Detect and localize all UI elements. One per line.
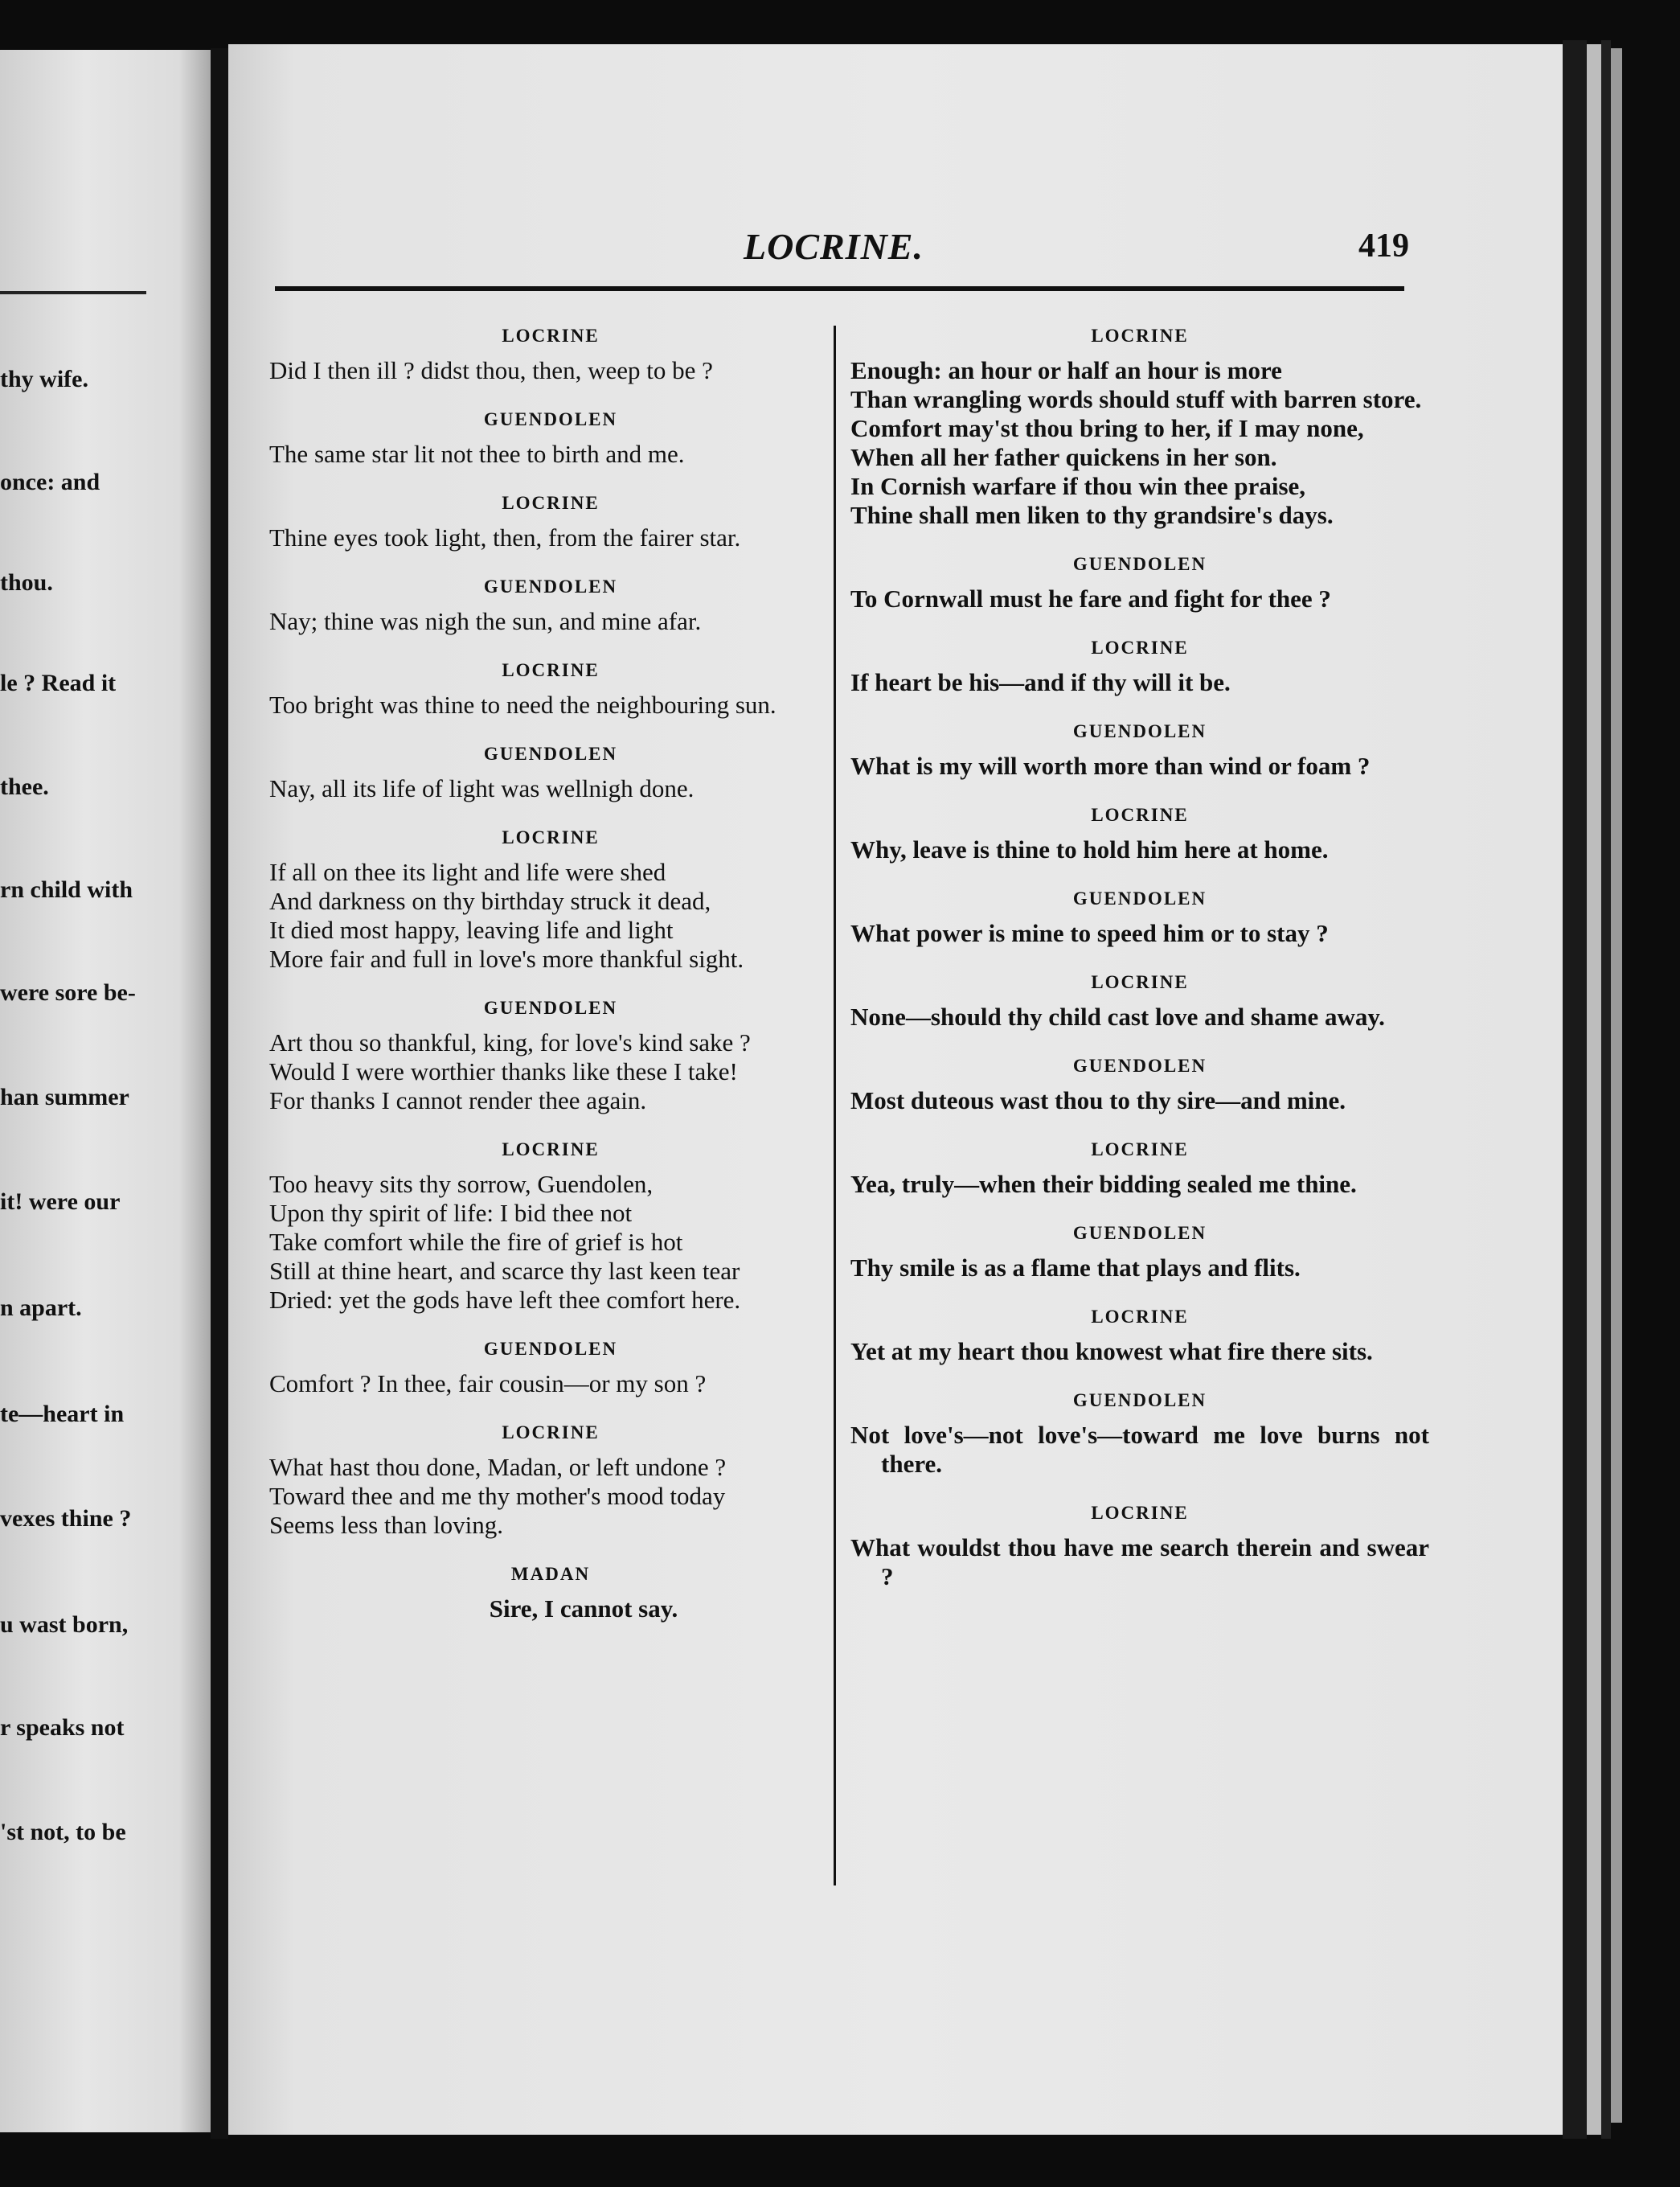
speaker-name: GUENDOLEN bbox=[1072, 1390, 1207, 1410]
block-spacer bbox=[269, 1623, 832, 1647]
facing-page-line: han summer bbox=[0, 1084, 129, 1110]
verse-line: Did I then ill ? didst thou, then, weep to be ? bbox=[269, 356, 713, 384]
speech-block bbox=[269, 326, 832, 409]
speech-block bbox=[850, 1503, 1429, 1615]
speaker-name: GUENDOLEN bbox=[1072, 554, 1207, 574]
verse-line: Most duteous wast thou to thy sire—and mine. bbox=[850, 1086, 1346, 1114]
block-spacer bbox=[850, 781, 1429, 805]
facing-page-line: 'st not, to be bbox=[0, 1819, 126, 1845]
verse-line: What is my will worth more than wind or foam ? bbox=[850, 752, 1371, 780]
speaker-name: LOCRINE bbox=[1091, 805, 1189, 825]
block-spacer bbox=[269, 636, 832, 660]
verse-line: If heart be his—and if thy will it be. bbox=[850, 668, 1231, 696]
block-spacer bbox=[269, 1115, 832, 1139]
block-spacer bbox=[850, 1366, 1429, 1390]
facing-page-line: it! were our bbox=[0, 1188, 121, 1215]
speaker-name: LOCRINE bbox=[502, 660, 600, 680]
block-spacer bbox=[269, 1398, 832, 1422]
block-spacer bbox=[850, 1591, 1429, 1615]
verse-line: Enough: an hour or half an hour is more bbox=[850, 356, 1282, 384]
block-spacer bbox=[269, 803, 832, 827]
speaker-name: GUENDOLEN bbox=[483, 744, 618, 764]
speech-block bbox=[269, 493, 832, 576]
block-spacer bbox=[850, 530, 1429, 554]
speaker-name: LOCRINE bbox=[1091, 1139, 1189, 1159]
speech-block bbox=[850, 721, 1429, 805]
verse-line: Than wrangling words should stuff with barren store. bbox=[850, 385, 1422, 413]
speech-block bbox=[850, 1056, 1429, 1139]
verse-line: Too bright was thine to need the neighbouring sun. bbox=[269, 691, 776, 719]
verse-line: Still at thine heart, and scarce thy last keen tear bbox=[269, 1257, 740, 1285]
verse-line: None—should thy child cast love and shame away. bbox=[850, 1003, 1385, 1031]
page-number: 419 bbox=[1358, 228, 1409, 265]
verse-line: Upon thy spirit of life: I bid thee not bbox=[269, 1199, 633, 1227]
facing-page-line: n apart. bbox=[0, 1295, 82, 1321]
speech-block bbox=[850, 554, 1429, 638]
speaker-name: LOCRINE bbox=[1091, 326, 1189, 346]
verse-line: Toward thee and me thy mother's mood today bbox=[269, 1482, 726, 1510]
speaker-name: LOCRINE bbox=[1091, 972, 1189, 992]
verse-line: Art thou so thankful, king, for love's kind sake ? bbox=[269, 1028, 751, 1057]
speaker-name: GUENDOLEN bbox=[483, 1339, 618, 1359]
speech-block bbox=[269, 744, 832, 827]
block-spacer bbox=[269, 720, 832, 744]
verse-line: Nay; thine was nigh the sun, and mine afar. bbox=[269, 607, 702, 635]
verse-line: Nay, all its life of light was wellnigh done. bbox=[269, 774, 695, 802]
verse-line: If all on thee its light and life were shed bbox=[269, 858, 666, 886]
speaker-name: GUENDOLEN bbox=[1072, 888, 1207, 909]
speaker-name: LOCRINE bbox=[502, 1422, 600, 1442]
verse-line: In Cornish warfare if thou win thee praise, bbox=[850, 472, 1306, 500]
speaker-name: LOCRINE bbox=[502, 827, 600, 847]
block-spacer bbox=[269, 1540, 832, 1564]
block-spacer bbox=[850, 864, 1429, 888]
facing-page-line: thou. bbox=[0, 569, 53, 596]
verse-line: Thine shall men liken to thy grandsire's days. bbox=[850, 501, 1334, 529]
verse-line: For thanks I cannot render thee again. bbox=[269, 1086, 647, 1114]
verse-line: Thine eyes took light, then, from the fairer star. bbox=[269, 523, 741, 552]
book-gutter bbox=[211, 48, 228, 2139]
speaker-name: GUENDOLEN bbox=[483, 409, 618, 429]
speech-block bbox=[269, 827, 832, 998]
block-spacer bbox=[850, 948, 1429, 972]
block-spacer bbox=[269, 552, 832, 576]
speech-block bbox=[850, 972, 1429, 1056]
block-spacer bbox=[850, 613, 1429, 638]
verse-line: What wouldst thou have me search therein and swear ? bbox=[850, 1533, 1429, 1590]
facing-page-line: were sore be- bbox=[0, 979, 136, 1006]
left-column bbox=[269, 326, 832, 1647]
speaker-name: GUENDOLEN bbox=[1072, 721, 1207, 741]
verse-line: Yea, truly—when their bidding sealed me thine. bbox=[850, 1170, 1357, 1198]
speech-block bbox=[850, 1139, 1429, 1223]
facing-page-line: r speaks not bbox=[0, 1714, 125, 1741]
page-edge bbox=[1563, 40, 1587, 2139]
speaker-name: LOCRINE bbox=[1091, 1307, 1189, 1327]
speech-block bbox=[269, 1422, 832, 1564]
block-spacer bbox=[850, 1115, 1429, 1139]
speech-block bbox=[269, 660, 832, 744]
verse-line: What hast thou done, Madan, or left undone ? bbox=[269, 1453, 727, 1481]
page-edge bbox=[1587, 44, 1601, 2135]
facing-page-line: thy wife. bbox=[0, 366, 88, 392]
speech-block bbox=[850, 1390, 1429, 1503]
block-spacer bbox=[850, 1479, 1429, 1503]
speech-block bbox=[269, 1139, 832, 1339]
block-spacer bbox=[269, 974, 832, 998]
speaker-name: LOCRINE bbox=[502, 326, 600, 346]
verse-line: Yet at my heart thou knowest what fire there sits. bbox=[850, 1337, 1373, 1365]
verse-line: Comfort may'st thou bring to her, if I may none, bbox=[850, 414, 1364, 442]
speech-block bbox=[850, 805, 1429, 888]
block-spacer bbox=[269, 1315, 832, 1339]
speaker-name: GUENDOLEN bbox=[1072, 1056, 1207, 1076]
verse-line: Take comfort while the fire of grief is hot bbox=[269, 1228, 683, 1256]
speech-block bbox=[269, 1564, 832, 1647]
block-spacer bbox=[850, 1199, 1429, 1223]
speech-block bbox=[850, 1307, 1429, 1390]
verse-line: Not love's—not love's—toward me love burns not there. bbox=[850, 1421, 1429, 1478]
facing-page-line: te—heart in bbox=[0, 1401, 125, 1427]
facing-page-line: once: and bbox=[0, 469, 100, 495]
verse-line: Would I were worthier thanks like these I take! bbox=[269, 1057, 738, 1085]
verse-line: More fair and full in love's more thankful sight. bbox=[269, 945, 744, 973]
speech-block bbox=[850, 1223, 1429, 1307]
speech-block bbox=[269, 409, 832, 493]
block-spacer bbox=[850, 697, 1429, 721]
verse-line: Too heavy sits thy sorrow, Guendolen, bbox=[269, 1170, 654, 1198]
speaker-name: LOCRINE bbox=[502, 1139, 600, 1159]
facing-page-rule bbox=[0, 291, 146, 294]
verse-line: What power is mine to speed him or to stay ? bbox=[850, 919, 1329, 947]
facing-page-line: u wast born, bbox=[0, 1611, 129, 1638]
verse-line: To Cornwall must he fare and fight for thee ? bbox=[850, 585, 1331, 613]
speech-block bbox=[269, 576, 832, 660]
facing-page-line: rn child with bbox=[0, 876, 133, 903]
verse-line: Dried: yet the gods have left thee comfort here. bbox=[269, 1286, 741, 1314]
verse-line: Why, leave is thine to hold him here at home. bbox=[850, 835, 1329, 864]
block-spacer bbox=[269, 385, 832, 409]
verse-line: The same star lit not thee to birth and me. bbox=[269, 440, 685, 468]
verse-line: It died most happy, leaving life and light bbox=[269, 916, 674, 944]
speech-block bbox=[850, 326, 1429, 554]
verse-line: Seems less than loving. bbox=[269, 1511, 504, 1539]
block-spacer bbox=[269, 469, 832, 493]
verse-line: When all her father quickens in her son. bbox=[850, 443, 1277, 471]
speaker-name: GUENDOLEN bbox=[483, 998, 618, 1018]
speaker-name: LOCRINE bbox=[502, 493, 600, 513]
speaker-name: GUENDOLEN bbox=[483, 576, 618, 597]
speech-block bbox=[269, 998, 832, 1139]
page-edge bbox=[1601, 40, 1611, 2139]
facing-page-line: le ? Read it bbox=[0, 670, 117, 696]
speaker-name: GUENDOLEN bbox=[1072, 1223, 1207, 1243]
speaker-name: MADAN bbox=[510, 1564, 591, 1584]
speech-block bbox=[850, 638, 1429, 721]
verse-line: Sire, I cannot say. bbox=[489, 1594, 678, 1623]
speech-block bbox=[269, 1339, 832, 1422]
verse-line: Comfort ? In thee, fair cousin—or my son ? bbox=[269, 1369, 707, 1397]
running-head: LOCRINE. bbox=[744, 226, 924, 267]
speech-block bbox=[850, 888, 1429, 972]
facing-page-line: thee. bbox=[0, 773, 49, 800]
page-edge bbox=[1611, 48, 1622, 2123]
speaker-name: LOCRINE bbox=[1091, 1503, 1189, 1523]
facing-page-line: vexes thine ? bbox=[0, 1505, 132, 1532]
column-rule bbox=[834, 326, 836, 1885]
block-spacer bbox=[850, 1282, 1429, 1307]
block-spacer bbox=[850, 1032, 1429, 1056]
verse-line: Thy smile is as a flame that plays and flits. bbox=[850, 1254, 1301, 1282]
speaker-name: LOCRINE bbox=[1091, 638, 1189, 658]
header-rule bbox=[275, 286, 1404, 291]
verse-line: And darkness on thy birthday struck it dead, bbox=[269, 887, 711, 915]
right-column bbox=[850, 326, 1429, 1615]
